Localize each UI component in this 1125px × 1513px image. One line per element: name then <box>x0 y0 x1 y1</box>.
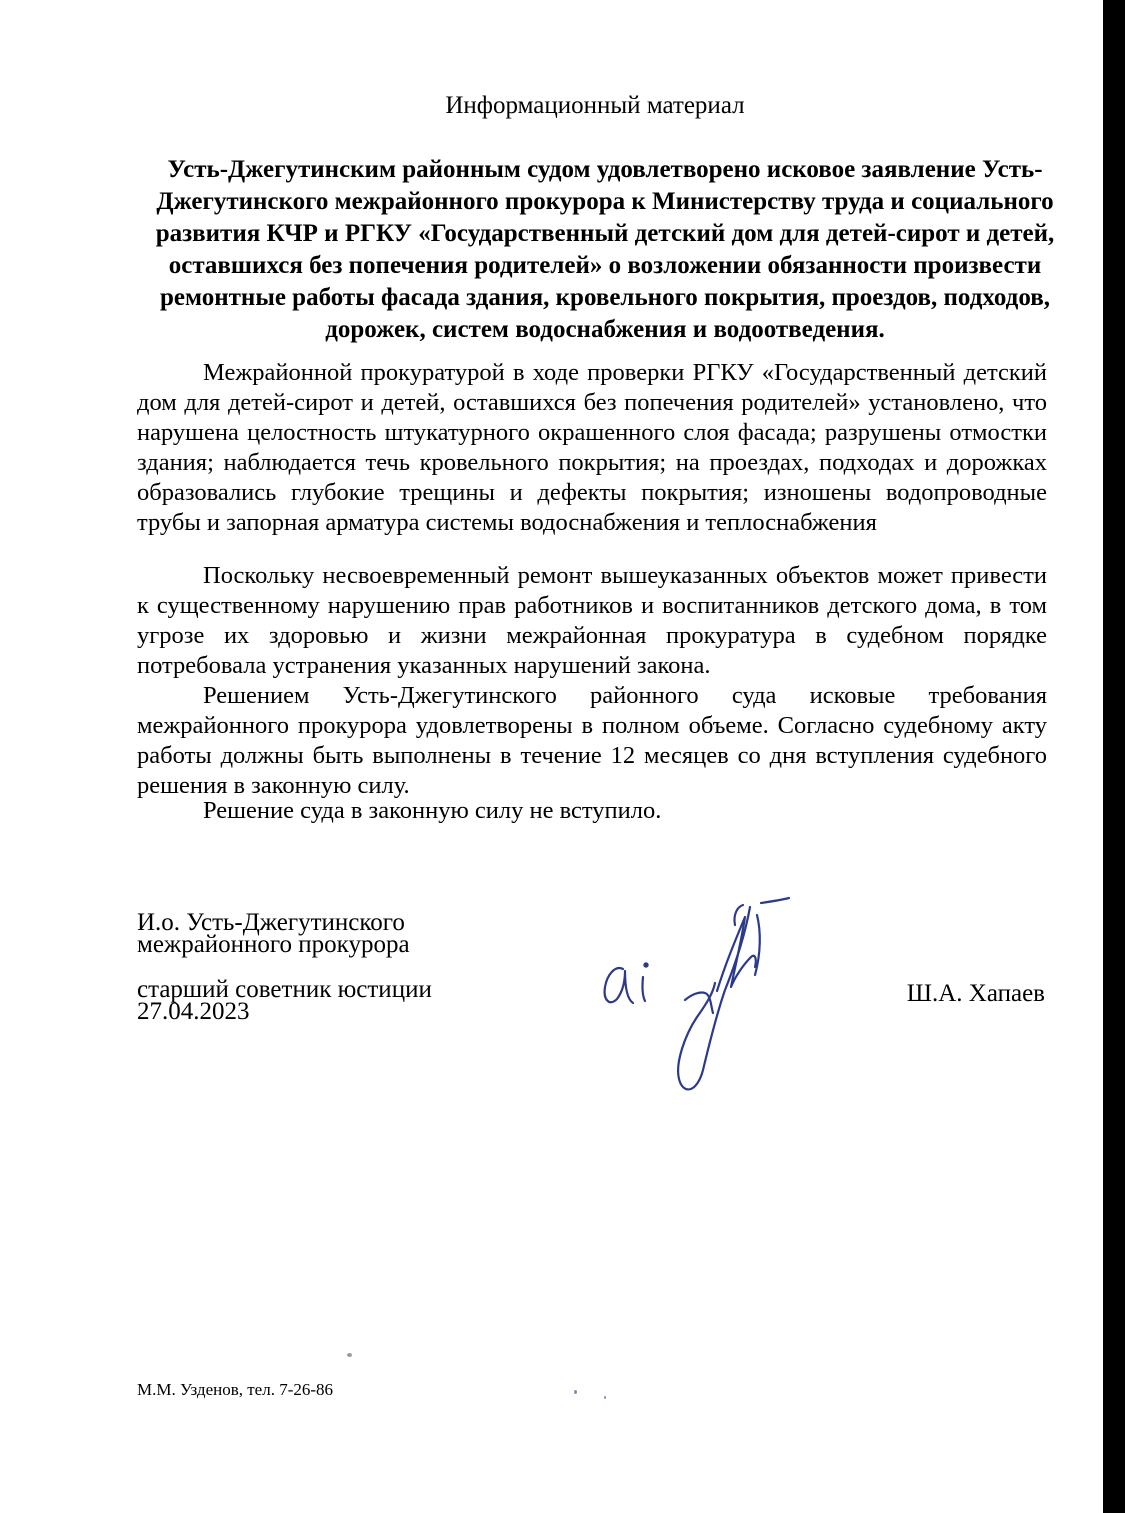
body-paragraph: Решением Усть-Джегутинского районного суда исковые требования межрайонного прокурора удовлетворены в полном объеме. Согласно судебному акту работы должны быть выполнены в течение 12 месяцев со дня вступления судебного решения в законную силу. <box>137 682 1047 799</box>
signer-position-line-2: межрайонного прокурора <box>137 931 410 958</box>
executor-contact: М.М. Узденов, тел. 7-26-86 <box>137 1380 334 1399</box>
document-title: Информационный материал <box>445 92 745 119</box>
signer-position-line-1: И.о. Усть-Джегутинского <box>137 909 405 936</box>
document-date: 27.04.2023 <box>137 998 250 1025</box>
signer-rank: старший советник юстиции <box>137 976 432 1003</box>
signer-name: Ш.А. Хапаев <box>906 980 1045 1007</box>
body-paragraph: Межрайонной прокуратурой в ходе проверки РГКУ «Государственный детский дом для детей-сирот и детей, оставшихся без попечения родителей» установлено, что нарушена целостность штукатурного окрашенного слоя фасада; разрушены отмостки здания; наблюдается течь кровельного покрытия; на проездах, подходах и дорожках образовались глубокие трещины и дефекты покрытия; изношены водопроводные трубы и запорная арматура системы водоснабжения и теплоснабжения <box>137 359 1047 536</box>
body-paragraph: Решение суда в законную силу не вступило. <box>203 797 662 824</box>
body-paragraph: Поскольку несвоевременный ремонт вышеуказанных объектов может привести к существенному нарушению прав работников и воспитанников детского дома, в том угрозе их здоровью и жизни межрайонная прокуратура в судебном порядке потребовала устранения указанных нарушений закона. <box>137 562 1047 679</box>
scan-edge <box>1103 0 1125 1513</box>
document-headline: Усть-Джегутинским районным судом удовлетворено исковое заявление Усть-Джегутинского межрайонного прокурора к Министерству труда и социального развития КЧР и РГКУ «Государственный детский дом для детей-сирот и детей, оставшихся без попечения родителей» о возложении обязанности произвести ремонтные работы фасада здания, кровельного покрытия, проездов, подходов, дорожек, систем водоснабжения и водоотведения. <box>155 156 1055 343</box>
scan-speck <box>604 1396 606 1399</box>
scan-speck <box>347 1353 352 1357</box>
handwritten-signature <box>585 895 805 1105</box>
scan-speck <box>574 1390 577 1394</box>
